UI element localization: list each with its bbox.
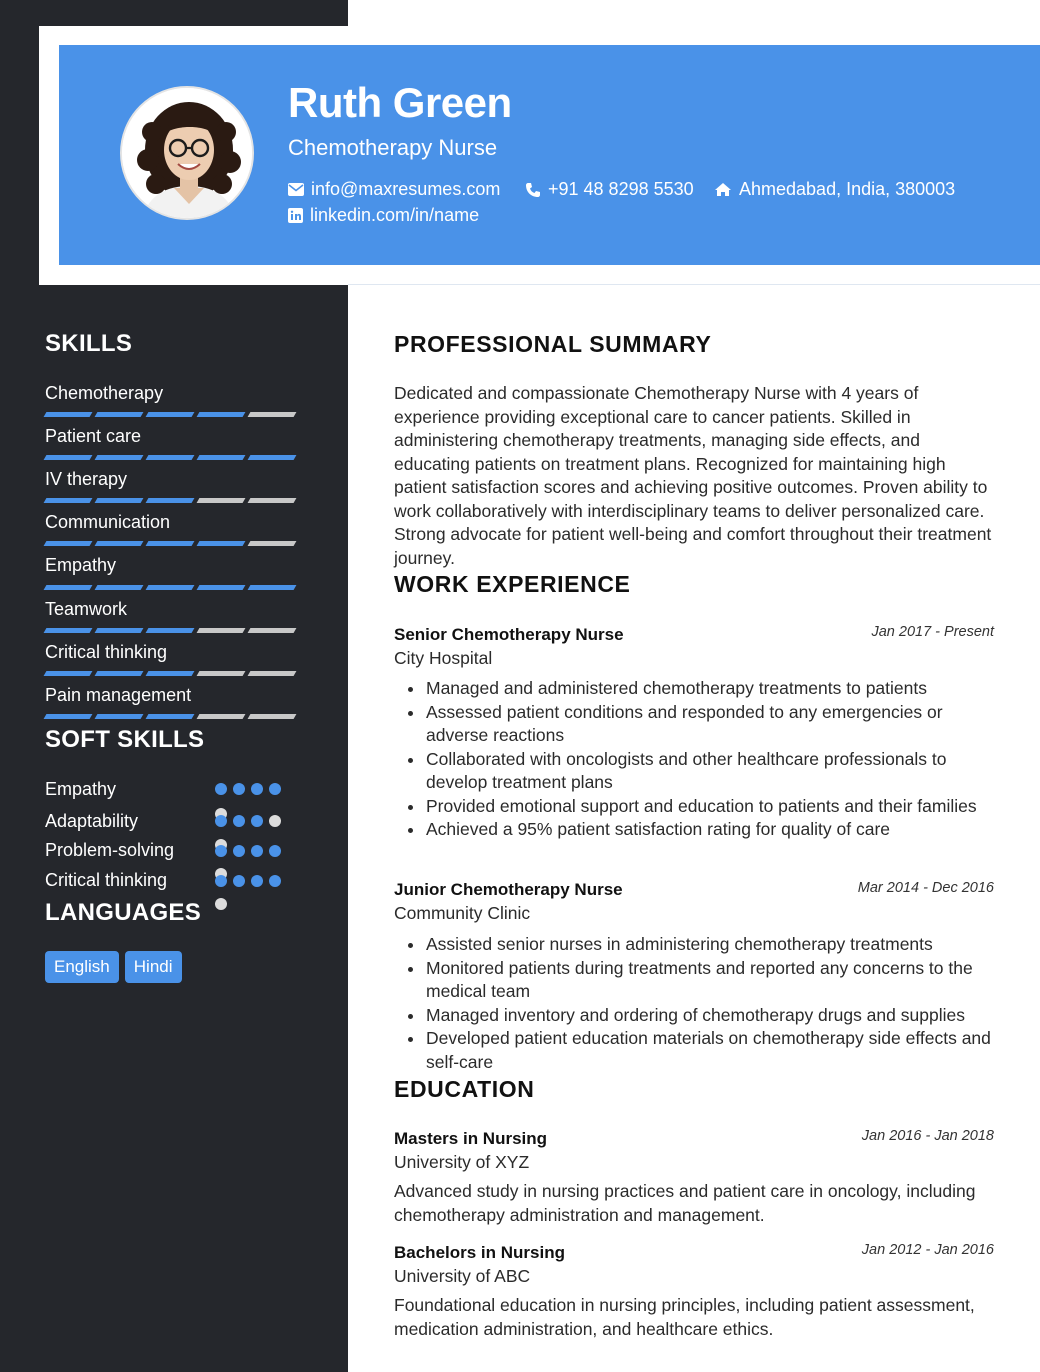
degree-title: Masters in Nursing [394,1129,548,1148]
skill-bar [45,412,295,417]
education-description: Foundational education in nursing principles, including patient assessment, medication administration, and healthcare ethics. [394,1295,975,1339]
education-description: Advanced study in nursing practices and patient care in oncology, including chemotherapy administration and management. [394,1181,976,1225]
language-list [45,951,182,983]
skill-level-segment [44,714,93,719]
skill-level-segment [248,498,297,503]
languages-heading: LANGUAGES [45,899,202,926]
skill-name: Pain management [45,685,192,705]
skill-level-segment [146,714,195,719]
skills-heading: SKILLS [45,330,133,357]
skill-level-segment [146,455,195,460]
candidate-name: Ruth Green [288,79,512,126]
job-date: Mar 2014 - Dec 2016 [857,880,994,896]
degree-title: Bachelors in Nursing [394,1243,565,1262]
job-organization: Community Clinic [394,903,531,923]
soft-skill-name: Problem-solving [45,840,175,860]
linkedin-icon [288,208,303,223]
bullet-item: Managed inventory and ordering of chemotherapy drugs and supplies [408,1004,998,1028]
contact-email[interactable] [288,179,500,200]
skill-level-segment [248,671,297,676]
job-title: Junior Chemotherapy Nurse [394,880,623,899]
rating-dot [269,875,281,887]
bullet-item: Achieved a 95% patient satisfaction rating for quality of care [408,818,998,842]
skill-level-segment [197,412,246,417]
phone-icon [525,182,541,198]
skill-level-segment [146,412,195,417]
job-date: Jan 2017 - Present [871,624,994,640]
skill-name: Chemotherapy [45,383,164,403]
skill-level-segment [95,714,144,719]
resume-header [59,45,1040,265]
rating-dot [215,898,227,910]
skill-level-segment [146,628,195,633]
skill-level-segment [95,455,144,460]
header-divider [348,284,1040,285]
envelope-icon [288,183,304,196]
skill-level-segment [197,585,246,590]
rating-dot [215,815,227,827]
skill-level-segment [146,671,195,676]
contact-phone[interactable] [525,179,694,200]
skill-level-segment [146,498,195,503]
skill-name: Empathy [45,555,117,575]
rating-dot [269,815,281,827]
skill-level-segment [95,671,144,676]
home-icon [714,182,732,197]
skill-name: Critical thinking [45,642,168,662]
language-tag: English [45,951,119,983]
rating-dot [233,875,245,887]
experience-heading: WORK EXPERIENCE [394,571,631,597]
education-heading: EDUCATION [394,1076,535,1102]
soft-skill-dots [215,815,281,827]
skill-level-segment [44,498,93,503]
profile-photo [120,86,254,220]
rating-dot [215,783,227,795]
rating-dot [251,845,263,857]
skill-level-segment [197,628,246,633]
skill-level-segment [197,541,246,546]
skill-level-segment [248,412,297,417]
bullet-item: Monitored patients during treatments and reported any concerns to the medical team [408,957,998,1004]
skill-level-segment [146,585,195,590]
phone-text: +91 48 8298 5530 [548,179,694,199]
rating-dot [251,875,263,887]
skill-name: Communication [45,512,171,532]
soft-skill-dots [215,845,281,857]
rating-dot [251,783,263,795]
skill-name: IV therapy [45,469,128,489]
skill-level-segment [44,412,93,417]
email-text: info@maxresumes.com [311,179,501,199]
skill-level-segment [248,455,297,460]
skill-bar [45,498,295,503]
linkedin-text: linkedin.com/in/name [310,205,480,225]
language-tag: Hindi [125,951,182,983]
rating-dot [215,845,227,857]
location-text: Ahmedabad, India, 380003 [739,179,956,199]
skill-level-segment [44,455,93,460]
soft-skill-name: Adaptability [45,811,139,831]
bullet-item: Assisted senior nurses in administering chemotherapy treatments [408,933,998,957]
soft-skill-name: Critical thinking [45,870,168,890]
profile-avatar-icon [122,88,254,220]
skill-level-segment [44,671,93,676]
skill-level-segment [95,585,144,590]
skill-level-segment [197,455,246,460]
soft-skill-name: Empathy [45,779,117,799]
rating-dot [251,815,263,827]
skill-bar [45,714,295,719]
skill-level-segment [44,541,93,546]
skill-level-segment [248,541,297,546]
skill-level-segment [248,714,297,719]
school-name: University of XYZ [394,1152,530,1172]
skill-level-segment [95,541,144,546]
skill-level-segment [197,498,246,503]
skill-level-segment [197,714,246,719]
skill-level-segment [197,671,246,676]
soft-skills-heading: SOFT SKILLS [45,726,205,753]
education-date: Jan 2012 - Jan 2016 [861,1242,994,1258]
skill-level-segment [248,628,297,633]
school-name: University of ABC [394,1266,531,1286]
skill-level-segment [146,541,195,546]
rating-dot [233,845,245,857]
summary-text: Dedicated and compassionate Chemotherapy Nurse with 4 years of experience providing exceptional care to cancer patients. Skilled in administering chemotherapy treatments, managing side effects, and educating patients on treatment plans. Recognized for maintaining high patient satisfaction scores and achieving positive outcomes. Proven ability to work collaboratively with interdisciplinary teams to deliver personalized care. Strong advocate for patient well-being and comfort throughout their treatment journey. [394,383,992,568]
skill-name: Patient care [45,426,142,446]
soft-skill-dots [215,783,281,795]
job-bullets [408,677,998,842]
rating-dot [233,783,245,795]
bullet-item: Developed patient education materials on chemotherapy side effects and self-care [408,1027,998,1074]
contact-location [714,179,955,200]
skill-level-segment [95,628,144,633]
skill-bar [45,541,295,546]
soft-skill-dots [215,875,281,887]
skill-level-segment [248,585,297,590]
job-title: Senior Chemotherapy Nurse [394,625,624,644]
candidate-title: Chemotherapy Nurse [288,135,498,160]
rating-dot [269,845,281,857]
bullet-item: Provided emotional support and education to patients and their families [408,795,998,819]
bullet-item: Assessed patient conditions and responded to any emergencies or adverse reactions [408,701,998,748]
education-date: Jan 2016 - Jan 2018 [861,1128,994,1144]
skill-bar [45,671,295,676]
bullet-item: Collaborated with oncologists and other healthcare professionals to develop treatment plans [408,748,998,795]
summary-heading: PROFESSIONAL SUMMARY [394,331,712,357]
rating-dot [215,875,227,887]
contact-linkedin[interactable] [288,205,479,226]
skill-name: Teamwork [45,599,128,619]
skill-level-segment [44,585,93,590]
skill-level-segment [44,628,93,633]
skill-bar [45,628,295,633]
skill-bar [45,585,295,590]
skill-level-segment [95,412,144,417]
bullet-item: Managed and administered chemotherapy treatments to patients [408,677,998,701]
skill-level-segment [95,498,144,503]
rating-dot [233,815,245,827]
skill-bar [45,455,295,460]
job-organization: City Hospital [394,648,493,668]
rating-dot [269,783,281,795]
job-bullets [408,933,998,1074]
